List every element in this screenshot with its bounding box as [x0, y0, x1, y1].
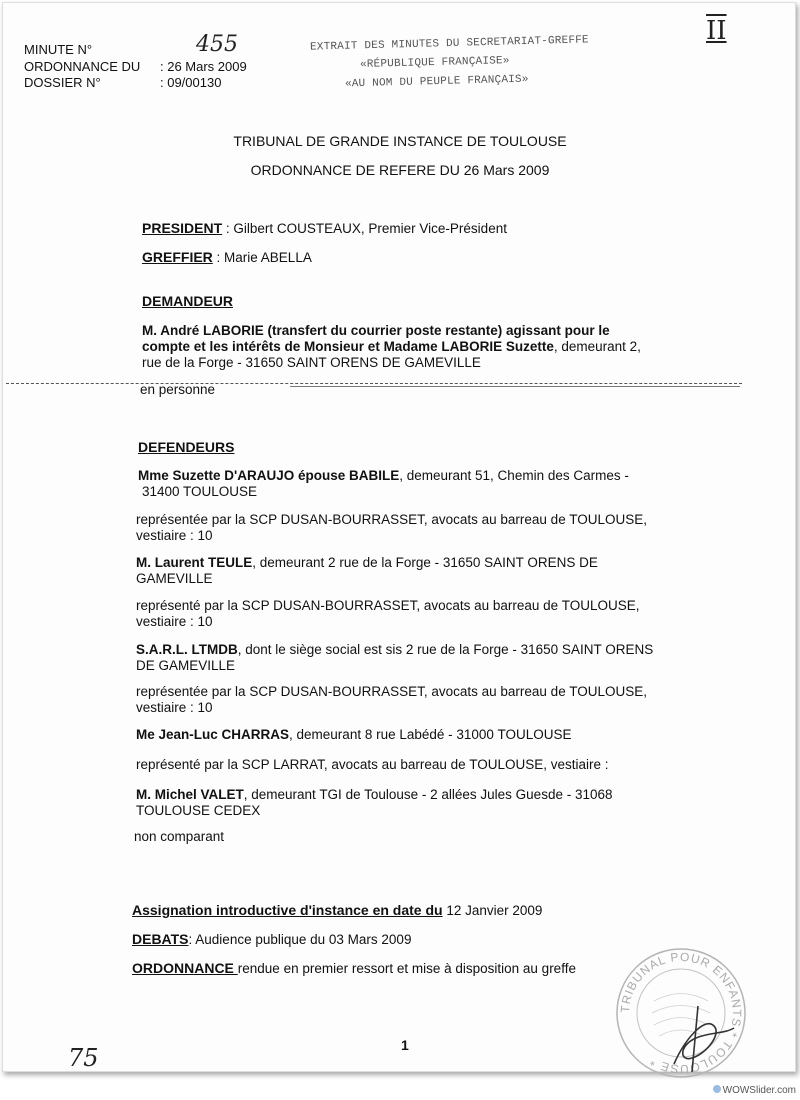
defendeur-2-address: , demeurant 2 rue de la Forge - 31650 SAINT ORENS DE — [252, 555, 598, 570]
minute-label: MINUTE N° — [24, 42, 93, 57]
assignation-label: Assignation introductive d'instance en date du — [132, 902, 443, 918]
ordonnance-title: ORDONNANCE DE REFERE DU 26 Mars 2009 — [250, 162, 550, 178]
defendeur-2-representation — [136, 598, 639, 630]
defendeur-5-status: non comparant — [134, 829, 225, 844]
defendeur-5-name: M. Michel VALET — [136, 787, 244, 802]
defendeur-3-address: , dont le siège social est sis 2 rue de la Forge - 31650 SAINT ORENS — [237, 642, 654, 657]
president-label: PRESIDENT — [142, 220, 223, 236]
watermark-icon — [713, 1085, 721, 1093]
defendeur-1-rep-line-2: vestiaire : 10 — [136, 528, 213, 543]
defendeur-1-representation — [136, 512, 647, 544]
demandeur-line-2-rest: , demeurant 2, — [553, 339, 641, 354]
demandeur-block — [142, 323, 641, 371]
defendeur-2-rep-line-2: vestiaire : 10 — [136, 614, 213, 629]
defendeur-4-rep-line-1: représenté par la SCP LARRAT, avocats au barreau de TOULOUSE, vestiaire : — [136, 757, 609, 772]
defendeur-4-representation — [136, 757, 608, 773]
debats-value: : Audience publique du 03 Mars 2009 — [188, 932, 412, 947]
defendeur-1-name: Mme Suzette D'ARAUJO épouse BABILE — [138, 468, 400, 483]
defendeur-1-rep-line-1: représentée par la SCP DUSAN-BOURRASSET, avocats au barreau de TOULOUSE, — [136, 512, 647, 527]
defendeur-1-address: , demeurant 51, Chemin des Carmes - — [399, 468, 629, 483]
scan-divider-line-2 — [290, 386, 740, 387]
watermark-badge — [713, 1085, 796, 1096]
debats-row — [132, 931, 411, 949]
defendeur-3 — [136, 642, 653, 674]
assignation-date: 12 Janvier 2009 — [442, 903, 543, 918]
court-title: TRIBUNAL DE GRANDE INSTANCE DE TOULOUSE — [233, 133, 567, 149]
defendeur-5 — [136, 787, 613, 819]
defendeur-2 — [136, 555, 598, 587]
watermark-text: WOWSlider.com — [722, 1085, 796, 1096]
stamp-line-2: «RÉPUBLIQUE FRANÇAISE» — [359, 55, 510, 71]
defendeur-3-rep-line-1: représentée par la SCP DUSAN-BOURRASSET, avocats au barreau de TOULOUSE, — [136, 684, 647, 699]
minute-number-handwritten: 455 — [196, 32, 238, 57]
defendeur-3-city: DE GAMEVILLE — [136, 658, 236, 673]
ordonnance-label: ORDONNANCE DU — [24, 59, 141, 74]
assignation-row — [132, 902, 542, 920]
defendeur-2-name: M. Laurent TEULE — [136, 555, 253, 570]
defendeur-1-city: 31400 TOULOUSE — [142, 484, 258, 499]
margin-note-handwritten: 75 — [68, 1044, 99, 1072]
defendeur-4-address: , demeurant 8 rue Labédé - 31000 TOULOUSE — [289, 727, 572, 742]
defendeur-3-name: S.A.R.L. LTMDB — [136, 642, 238, 657]
demandeur-label: DEMANDEUR — [142, 293, 233, 309]
defendeur-4-name: Me Jean-Luc CHARRAS — [136, 727, 290, 742]
demandeur-line-1: M. André LABORIE (transfert du courrier poste restante) agissant pour le — [142, 323, 610, 338]
seal-text: TRIBUNAL POUR ENFANTS * TOULOUSE * — [617, 949, 745, 1077]
president-row — [142, 220, 507, 238]
defendeur-3-rep-line-2: vestiaire : 10 — [136, 700, 213, 715]
stamp-line-1: EXTRAIT DES MINUTES DU SECRETARIAT-GREFFE — [309, 34, 589, 54]
defendeur-1 — [138, 468, 629, 500]
defendeur-5-address: , demeurant TGI de Toulouse - 2 allées Jules Guesde - 31068 — [243, 787, 613, 802]
demandeur-line-3: rue de la Forge - 31650 SAINT ORENS DE GAMEVILLE — [142, 355, 481, 370]
ordonnance-date: : 26 Mars 2009 — [160, 59, 247, 74]
ordonnance-row — [132, 960, 576, 978]
greffier-value: : Marie ABELLA — [212, 250, 312, 265]
defendeur-5-city: TOULOUSE CEDEX — [136, 803, 261, 818]
defendeur-2-rep-line-1: représenté par la SCP DUSAN-BOURRASSET, avocats au barreau de TOULOUSE, — [136, 598, 640, 613]
demandeur-line-2-bold: compte et les intérêts de Monsieur et Madame LABORIE Suzette — [142, 339, 554, 354]
dossier-number: : 09/00130 — [160, 75, 222, 90]
president-value: : Gilbert COUSTEAUX, Premier Vice-Président — [222, 221, 507, 236]
ordonnance-row-value: rendue en premier ressort et mise à disposition au greffe — [237, 961, 576, 976]
debats-label: DEBATS — [132, 931, 189, 947]
greffier-label: GREFFIER — [142, 249, 213, 265]
defendeur-4 — [136, 727, 571, 743]
ordonnance-row-label: ORDONNANCE — [132, 960, 238, 976]
demandeur-en-personne: en personne — [140, 382, 216, 397]
defendeur-3-representation — [136, 684, 647, 716]
greffier-row — [142, 249, 312, 267]
stamp-line-3: «AU NOM DU PEUPLE FRANÇAIS» — [344, 73, 529, 91]
defendeur-2-city: GAMEVILLE — [136, 571, 213, 586]
defendeurs-label: DEFENDEURS — [138, 439, 235, 455]
court-seal-icon — [614, 946, 748, 1080]
page-number: 1 — [401, 1037, 409, 1053]
dossier-label: DOSSIER N° — [24, 75, 101, 90]
scan-divider-line — [6, 383, 742, 384]
roman-numeral: II — [706, 16, 727, 46]
